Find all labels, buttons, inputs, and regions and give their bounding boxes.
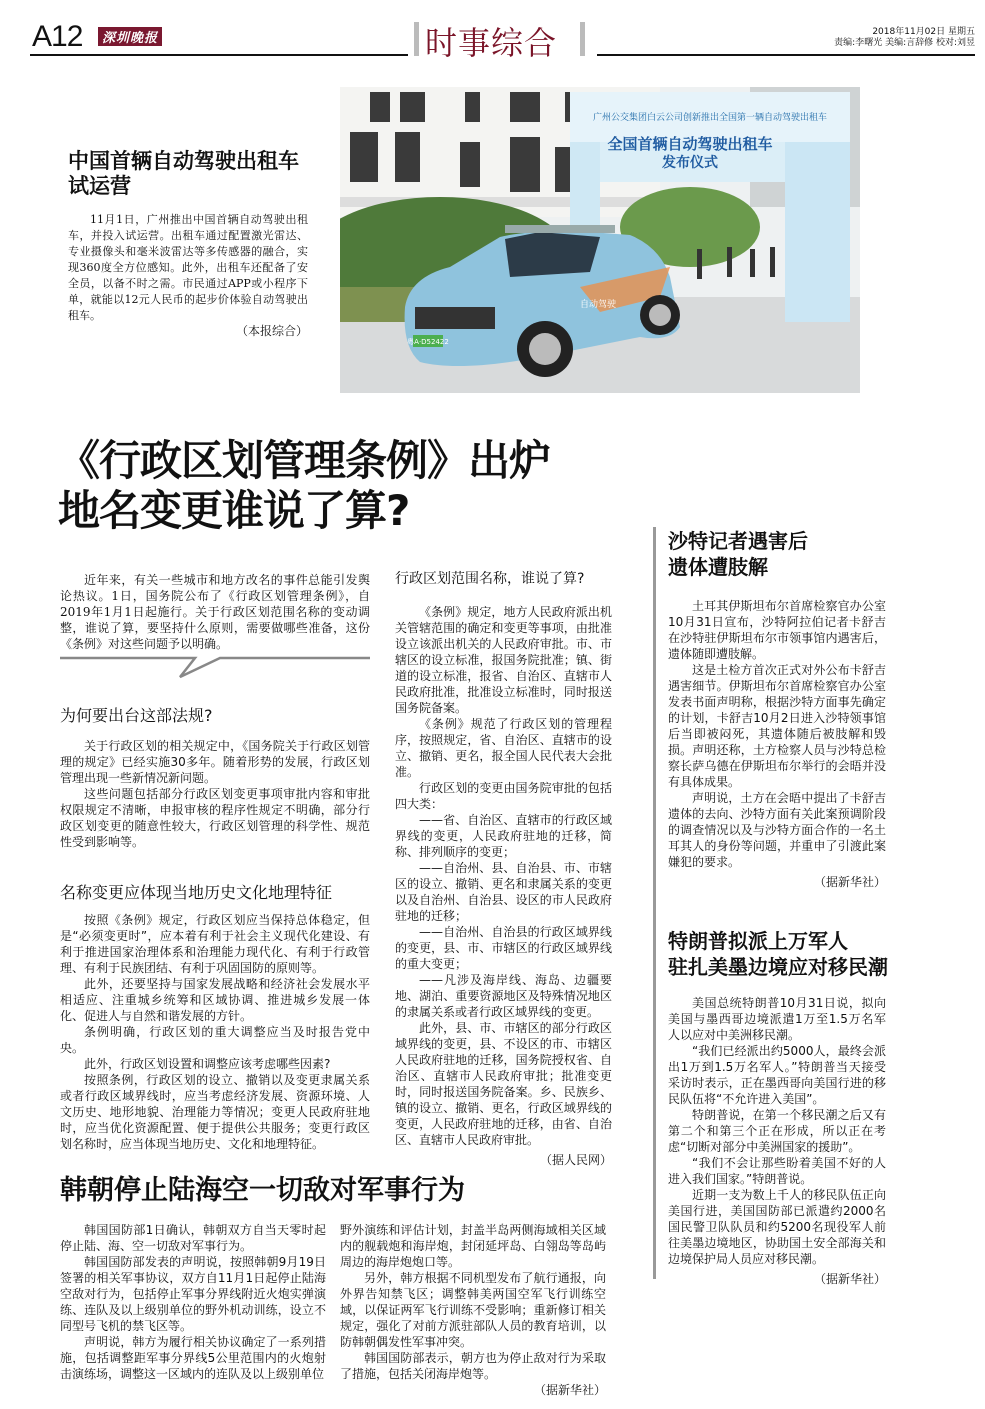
- main-intro: [60, 572, 370, 652]
- autonomous-taxi-photo: [340, 87, 860, 393]
- issue-date: 2018年11月02日 星期五: [872, 27, 975, 37]
- photo-story-title-line1: 中国首辆自动驾驶出租车: [68, 148, 299, 173]
- section-heading: 行政区划范围名称，谁说了算?: [395, 571, 585, 587]
- saudi-article-title: [668, 528, 808, 580]
- korea-body-col1: [60, 1222, 326, 1382]
- paragraph: 美国总统特朗普10月31日说，拟向美国与墨西哥边境派遣1万至1.5万名军人以应对中美洲移民潮。: [668, 996, 886, 1042]
- photo-story-source: （本报综合）: [235, 324, 308, 338]
- main-headline-line1: 《行政区划管理条例》出炉: [58, 436, 551, 485]
- paragraph: ——凡涉及海岸线、海岛、边疆要地、湖泊、重要资源地区及特殊情况地区的隶属关系或者行政区域界线的变更。: [395, 973, 612, 1019]
- paragraph: 此外，县、市、市辖区的部分行政区域界线的变更，县、不设区的市、市辖区人民政府驻地的迁移，国务院授权省、自治区、直辖市人民政府审批；批准变更时，同时报送国务院备案。乡、民族乡、镇的设立、撤销、更名，行政区域界线的变更，人民政府驻地的迁移，由省、自治区、直辖市人民政府审批。: [395, 1021, 612, 1147]
- arch-text-line2: 发布仪式: [662, 155, 718, 171]
- paragraph: 韩国国防部表示，朝方也为停止敌对行为采取了措施，包括关闭海岸炮等。: [340, 1351, 606, 1381]
- saudi-title-line2: 遗体遭肢解: [668, 555, 768, 579]
- saudi-article-source: （据新华社）: [813, 875, 886, 889]
- paragraph: 《条例》规范了行政区划的管理程序，按照规定，省、自治区、直辖市的设立、撤销、更名，报全国人民代表大会批准。: [395, 717, 612, 779]
- arch-text-line1: 全国首辆自动驾驶出租车: [607, 135, 773, 153]
- paragraph: 土耳其伊斯坦布尔首席检察官办公室10月31日宣布，沙特阿拉伯记者卡舒吉在沙特驻伊斯坦布尔市领事馆内遇害后，遗体随即遭肢解。: [668, 599, 886, 661]
- header-rule-left: [30, 54, 408, 56]
- saudi-article-body: [668, 598, 886, 890]
- section-body: [395, 604, 612, 1168]
- right-column-divider: [653, 527, 656, 1279]
- car-side-text: 自动驾驶: [580, 300, 617, 310]
- photo-story-body: [68, 212, 308, 324]
- header-rule-right: [597, 54, 975, 56]
- section-title: 时事综合: [425, 24, 558, 62]
- section-bar-left: [414, 22, 419, 56]
- paragraph: 关于行政区划的相关规定中，《国务院关于行政区划管理的规定》已经实施30多年。随着形势的发展，行政区划管理出现一些新情况新问题。: [60, 739, 370, 785]
- korea-headline: 韩朝停止陆海空一切敌对军事行为: [60, 1175, 465, 1206]
- paragraph-continued: 野外演练和评估计划，封盖半岛两侧海域相关区域内的舰载炮和海岸炮，封闭延坪岛、白翎岛等岛屿周边的海岸炮炮口等。: [340, 1223, 606, 1269]
- callout-divider: [60, 652, 370, 686]
- paragraph: 声明说，韩方为履行相关协议确定了一系列措施，包括调整距军事分界线5公里范围内的火炮射击演练场，调整这一区域内的连队及以上级别单位: [60, 1335, 326, 1381]
- paragraph: ——自治州、县、自治县、市、市辖区的设立、撤销、更名和隶属关系的变更以及自治州、自治县、设区的市人民政府驻地的迁移；: [395, 861, 612, 923]
- paragraph: 《条例》规定，地方人民政府派出机关管辖范围的确定和变更等事项，由批准设立该派出机关的人民政府审批。市、市辖区的设立标准，报国务院批准；镇、街道的设立标准，报省、自治区、直辖市人民政府批准，批准设立标准时，同时报送国务院备案。: [395, 605, 612, 715]
- editors-credit: 责编:李曙光 美编:言辞修 校对:刘昱: [834, 38, 975, 48]
- paragraph: ——省、自治区、直辖市的行政区域界线的变更，人民政府驻地的迁移，简称、排列顺序的变更；: [395, 813, 612, 859]
- photo-story-paragraph: 11月1日，广州推出中国首辆自动驾驶出租车，并投入试运营。出租车通过配置激光雷达、专业摄像头和毫米波雷达等多传感器的融合，实现360度全方位感知。此外，出租车还配备了安全员，以备不时之需。市民通过APP或小程序下单，就能以12元人民币的起步价体验自动驾驶出租车。: [68, 213, 308, 322]
- paragraph: “我们已经派出约5000人，最终会派出1万到1.5万名军人。”特朗普当天接受采访时表示，正在墨西哥向美国行进的移民队伍将“不允许进入美国”。: [668, 1044, 886, 1106]
- section-heading: 名称变更应体现当地历史文化地理特征: [60, 883, 333, 902]
- paragraph: 条例明确，行政区划的重大调整应当及时报告党中央。: [60, 1025, 370, 1055]
- section-body: [60, 738, 370, 850]
- license-plate: 粤A·D52422: [407, 338, 449, 346]
- paragraph: 按照《条例》规定，行政区划应当保持总体稳定，但是“必须变更时”，应本着有利于社会主义现代化建设、有利于推进国家治理体系和治理能力现代化、有利于行政管理、有利于民族团结、有利于巩固国防的原则等。: [60, 913, 370, 975]
- trump-title-line2: 驻扎美墨边境应对移民潮: [668, 955, 888, 979]
- korea-article-source: （据新华社）: [533, 1383, 606, 1397]
- main-headline: [58, 436, 550, 536]
- photo-story-title-line2: 试运营: [68, 173, 131, 198]
- main-article-source: （据人民网）: [539, 1153, 612, 1167]
- header-meta: [834, 27, 975, 49]
- trump-title-line1: 特朗普拟派上万军人: [668, 929, 848, 953]
- paragraph: 此外，还要坚持与国家发展战略和经济社会发展水平相适应、注重城乡统筹和区域协调、推进城乡发展一体化、促进人与自然和谐发展的方针。: [60, 977, 370, 1023]
- korea-body-col2: [340, 1222, 606, 1398]
- paragraph: 这是土检方首次正式对外公布卡舒吉遇害细节。伊斯坦布尔首席检察官办公室发表书面声明称，根据沙特方面事先确定的计划，卡舒吉10月2日进入沙特领事馆后当即被闷死，其遗体随后被肢解和毁损。声明还称，土方检察人员与沙特总检察长萨乌德在伊斯坦布尔举行的会晤并没有具体成果。: [668, 663, 886, 789]
- intro-paragraph: 近年来，有关一些城市和地方改名的事件总能引发舆论热议。1日，国务院公布了《行政区划管理条例》，自2019年1月1日起施行。关于行政区划范围名称的变动调整，谁说了算，要坚持什么原则，需要做哪些准备，这份《条例》对这些问题予以明确。: [60, 573, 370, 651]
- paragraph: 行政区划的变更由国务院审批的包括四大类：: [395, 781, 612, 811]
- section-body: [60, 912, 370, 1152]
- photo-story-title: [68, 148, 328, 198]
- trump-article-body: [668, 995, 886, 1287]
- photo-illustration: [340, 87, 860, 393]
- speech-callout-line: [60, 652, 370, 682]
- paragraph: 按照条例，行政区划的设立、撤销以及变更隶属关系或者行政区域界线时，应当考虑经济发展、资源环境、人文历史、地形地貌、治理能力等情况；变更人民政府驻地时，应当优化资源配置、便于提供公共服务；变更行政区划名称时，应当体现当地历史、文化和地理特征。: [60, 1073, 370, 1151]
- paragraph: 这些问题包括部分行政区划变更事项审批内容和审批权限规定不清晰，申报审核的程序性规定不明确，部分行政区划变更的随意性较大，行政区划管理的科学性、规范性受到影响等。: [60, 787, 370, 849]
- arch-text-small: 广州公交集团白云公司创新推出全国第一辆自动驾驶出租车: [592, 113, 828, 123]
- paragraph: 声明说，土方在会晤中提出了卡舒吉遗体的去向、沙特方面有关此案预调阶段的调查情况以及与沙特方面合作的一名土耳其人的身份等问题，并重申了引渡此案嫌犯的要求。: [668, 791, 886, 869]
- paragraph: 近期一支为数上千人的移民队伍正向美国行进，美国国防部已派遣约2000名国民警卫队队员和约5200名现役军人前往美墨边境地区，协助国土安全部海关和边境保护局人员应对移民潮。: [668, 1188, 886, 1266]
- main-headline-line2: 地名变更谁说了算?: [58, 486, 410, 535]
- section-bar-right: [580, 22, 585, 56]
- paragraph: 特朗普说，在第一个移民潮之后又有第二个和第三个正在形成，所以正在考虑“切断对部分中美洲国家的援助”。: [668, 1108, 886, 1154]
- section-heading: 为何要出台这部法规?: [60, 706, 213, 725]
- page-number: A12: [32, 20, 83, 53]
- paragraph: 韩国国防部1日确认，韩朝双方自当天零时起停止陆、海、空一切敌对军事行为。: [60, 1223, 326, 1253]
- paragraph: “我们不会让那些盼着美国不好的人进入我们国家。”特朗普说。: [668, 1156, 886, 1186]
- masthead-logo: 深圳晚报: [98, 27, 162, 46]
- paragraph: 另外，韩方根据不同机型发布了航行通报，向外界告知禁飞区；调整韩美两国空军飞行训练空域，以保证两军飞行训练不受影响；重新修订相关规定，强化了对前方派驻部队人员的教育培训，以防韩朝偶发性军事冲突。: [340, 1271, 606, 1349]
- paragraph: 此外，行政区划设置和调整应该考虑哪些因素?: [84, 1057, 331, 1071]
- trump-article-source: （据新华社）: [813, 1272, 886, 1286]
- trump-article-title: [668, 928, 888, 980]
- paragraph: 韩国国防部发表的声明说，按照韩朝9月19日签署的相关军事协议，双方自11月1日起停止陆海空敌对行为，包括停止军事分界线附近火炮实弹演练、连队及以上级别单位的野外机动训练，设立不同型号飞机的禁飞区等。: [60, 1255, 326, 1333]
- saudi-title-line1: 沙特记者遇害后: [668, 529, 808, 553]
- paragraph: ——自治州、自治县的行政区域界线的变更，县、市、市辖区的行政区域界线的重大变更；: [395, 925, 612, 971]
